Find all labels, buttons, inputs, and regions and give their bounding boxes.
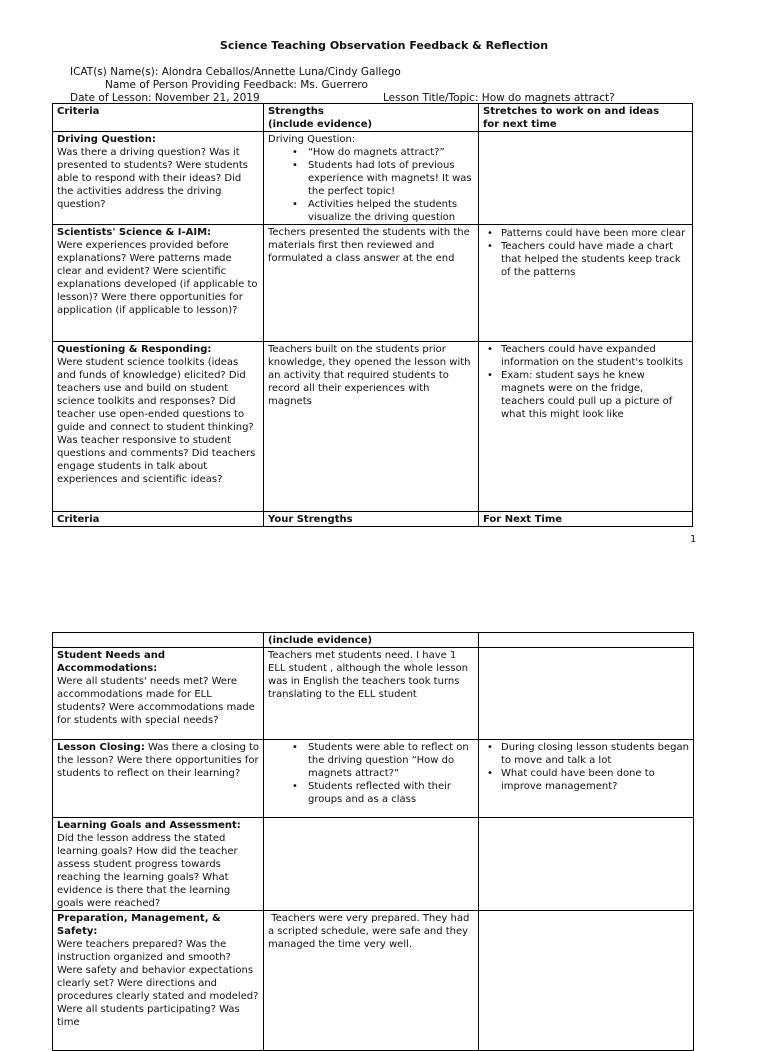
strength-bullet: • “How do magnets attract?” [268, 146, 474, 159]
header-strengths [264, 104, 479, 132]
stretches-cell [479, 740, 694, 818]
feedback-table-2 [52, 632, 694, 1051]
criteria-cell [53, 818, 264, 911]
header-strengths-line1: Strengths [268, 106, 324, 117]
table-row [53, 740, 694, 818]
lesson-date: Date of Lesson: November 21, 2019 [70, 92, 260, 104]
strengths-cell [264, 132, 479, 225]
feedback-table-1 [52, 103, 693, 527]
criteria-description: Was there a driving question? Was it presented to students? Were students able to respond with their ideas? Did the activities address the driving question? [57, 147, 248, 210]
criteria-description: Were student science toolkits (ideas and funds of knowledge) elicited? Did teachers use and build on student science toolkits and responses? Did teacher use open-ended questions to guide and connect to student thinking? Was teacher responsive to student questions and comments? Did teachers engage students in talk about experiences and scientific ideas? [57, 357, 256, 485]
criteria-title: Questioning & Responding: [57, 344, 212, 355]
criteria-title: Learning Goals and Assessment: [57, 820, 241, 831]
stretches-cell [479, 132, 693, 225]
table-footer-row [53, 512, 693, 527]
criteria-cell [53, 225, 264, 342]
header-strengths-line2: (include evidence) [268, 119, 373, 130]
table-row [53, 911, 694, 1051]
strength-intro: Driving Question: [268, 134, 356, 145]
stretch-bullet: • Teachers could have made a chart that helped the students keep track of the patterns [483, 240, 688, 279]
footer-strengths: Your Strengths [264, 512, 479, 527]
criteria-cell [53, 740, 264, 818]
stretch-list [483, 227, 688, 279]
table-row [53, 818, 694, 911]
criteria-description: Did the lesson address the stated learning goals? How did the teacher assess student progress towards reaching the learning goals? What evidence is there that the learning goals were reached? [57, 833, 238, 909]
header-stretches-empty [479, 633, 694, 648]
criteria-title: Lesson Closing: [57, 742, 145, 753]
criteria-description: Were all students' needs met? Were accommodations made for ELL students? Were accommodations made for students with special needs? [57, 676, 255, 726]
criteria-cell [53, 342, 264, 512]
stretch-bullet: • Exam: student says he knew magnets were on the fridge, teachers could pull up a picture of what this might look like [483, 369, 688, 421]
icat-names: ICAT(s) Name(s): Alondra Ceballos/Annette Luna/Cindy Gallego [70, 66, 401, 78]
stretches-cell [479, 818, 694, 911]
strength-bullet: • Students reflected with their groups and as a class [268, 780, 474, 806]
stretches-cell [479, 648, 694, 740]
footer-next-time: For Next Time [479, 512, 693, 527]
table-row [53, 132, 693, 225]
strength-list [268, 741, 474, 806]
criteria-title: Preparation, Management, & Safety: [57, 913, 221, 937]
stretch-bullet: • During closing lesson students began to move and talk a lot [483, 741, 689, 767]
table-row [53, 648, 694, 740]
strength-list [268, 146, 474, 224]
stretch-bullet: • Patterns could have been more clear [483, 227, 688, 240]
header-criteria-empty [53, 633, 264, 648]
table-header-row [53, 633, 694, 648]
stretch-list [483, 741, 689, 793]
table-row [53, 342, 693, 512]
header-strengths: (include evidence) [264, 633, 479, 648]
stretches-cell [479, 911, 694, 1051]
page-break [0, 552, 768, 632]
stretch-list [483, 343, 688, 421]
header-criteria: Criteria [53, 104, 264, 132]
strength-bullet: • Students had lots of previous experience with magnets! It was the perfect topic! [268, 159, 474, 198]
strength-text: Teachers built on the students prior knowledge, they opened the lesson with an activity that required students to record all their experiences with magnets [268, 344, 471, 407]
strength-text: Teachers met students need. I have 1 ELL student , although the whole lesson was in English the teachers took turns translating to the ELL student [268, 650, 469, 700]
strength-text: Techers presented the students with the materials first then reviewed and formulated a class answer at the end [268, 227, 470, 264]
lesson-topic: Lesson Title/Topic: How do magnets attract? [383, 92, 615, 104]
stretches-cell [479, 225, 693, 342]
criteria-description: Were experiences provided before explanations? Were patterns made clear and evident? Were scientific explanations developed (if applicable to lesson)? Were there opportunities for application (if applicable to lesson)? [57, 240, 258, 316]
header-stretches-line1: Stretches to work on and ideas [483, 106, 660, 117]
criteria-description: Were teachers prepared? Was the instruction organized and smooth? Were safety and behavior expectations clearly set? Were directions and procedures clearly stated and modeled? Were all students participating? Was time [57, 939, 259, 1028]
strengths-cell [264, 648, 479, 740]
strength-text: Teachers were very prepared. They had a scripted schedule, were safe and they managed the time very well. [268, 913, 473, 950]
stretch-bullet: • What could have been done to improve management? [483, 767, 689, 793]
strength-bullet: • Students were able to reflect on the driving question “How do magnets attract?” [268, 741, 474, 780]
strengths-cell [264, 911, 479, 1051]
footer-criteria: Criteria [53, 512, 264, 527]
strengths-cell [264, 342, 479, 512]
criteria-text-wrap [57, 741, 259, 780]
stretches-cell [479, 342, 693, 512]
header-stretches-line2: for next time [483, 119, 557, 130]
page-number: 1 [690, 534, 697, 545]
document-title: Science Teaching Observation Feedback & Reflection [219, 39, 549, 52]
criteria-cell [53, 132, 264, 225]
feedback-provider: Name of Person Providing Feedback: Ms. Guerrero [105, 79, 368, 91]
strengths-cell [264, 740, 479, 818]
criteria-title: Driving Question: [57, 134, 156, 145]
strengths-cell [264, 225, 479, 342]
header-stretches [479, 104, 693, 132]
strengths-cell [264, 818, 479, 911]
strength-bullet: • Activities helped the students visualize the driving question [268, 198, 474, 224]
stretch-bullet: • Teachers could have expanded information on the student's toolkits [483, 343, 688, 369]
table-header-row [53, 104, 693, 132]
criteria-cell [53, 911, 264, 1051]
criteria-description: Was there a closing to the lesson? Were there opportunities for students to reflect on their learning? [57, 742, 260, 779]
criteria-title: Student Needs and Accommodations: [57, 650, 165, 674]
table-row [53, 225, 693, 342]
criteria-cell [53, 648, 264, 740]
criteria-title: Scientists' Science & I-AIM: [57, 227, 212, 238]
